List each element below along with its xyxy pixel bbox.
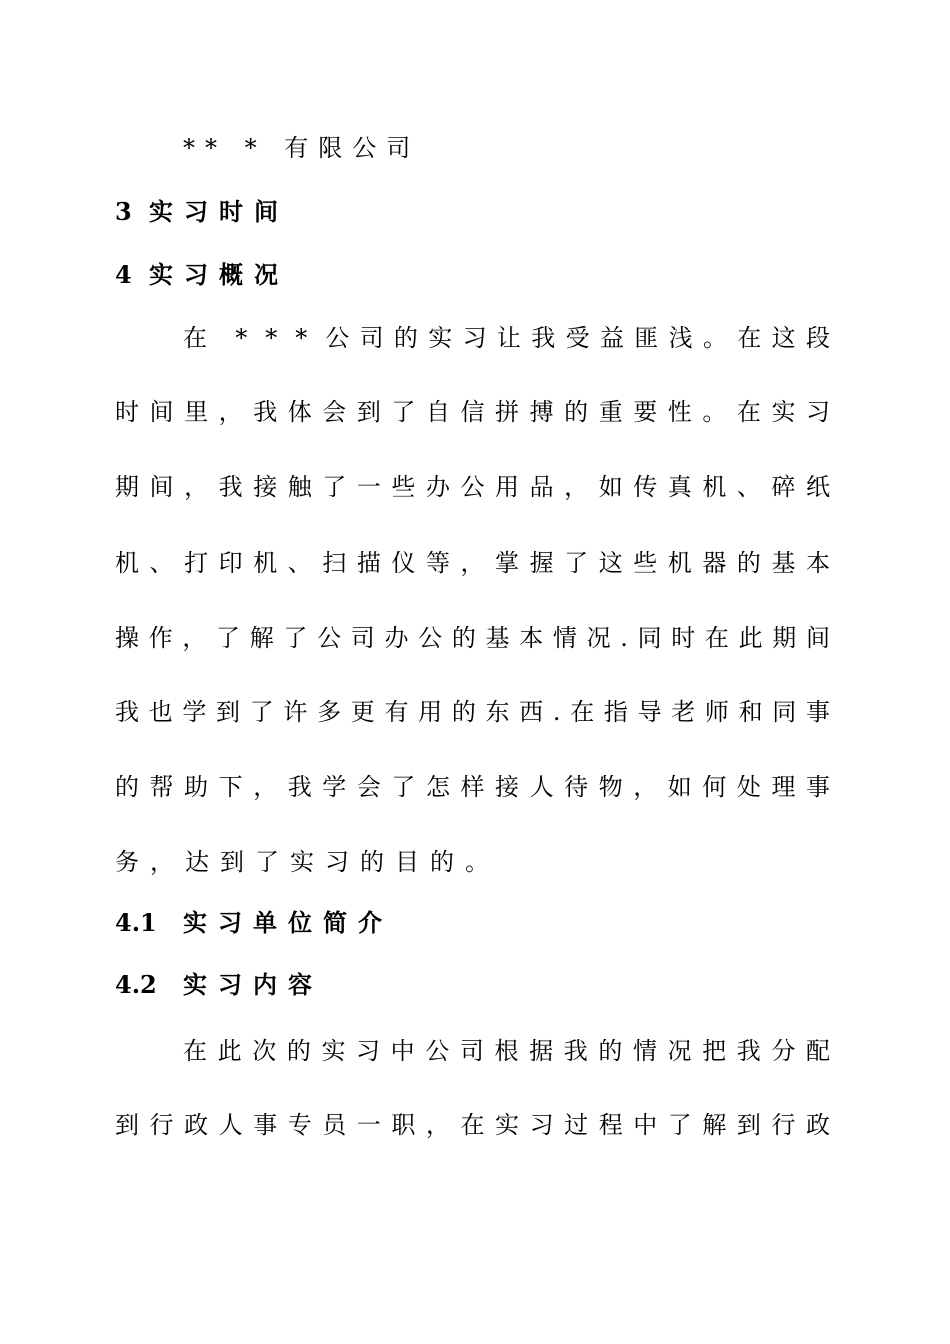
section-title: 实习时间 — [149, 197, 289, 226]
paragraph-line: 机、打印机、扫描仪等，掌握了这些机器的基本 — [115, 549, 830, 577]
paragraph-line: 我也学到了许多更有用的东西.在指导老师和同事 — [115, 698, 830, 726]
section-heading-4 — [115, 257, 289, 293]
paragraph-line: 到行政人事专员一职，在实习过程中了解到行政 — [115, 1111, 830, 1139]
paragraph-line: 时间里，我体会到了自信拼搏的重要性。在实习 — [115, 398, 830, 426]
section-heading-4-2 — [115, 967, 323, 1003]
paragraph-line: 操作，了解了公司办公的基本情况.同时在此期间 — [115, 624, 830, 652]
section-heading-3 — [115, 194, 289, 230]
section-number: 3 — [115, 197, 132, 226]
section-title: 实习单位简介 — [183, 908, 393, 937]
section-title: 实习概况 — [149, 260, 289, 289]
section-number: 4 — [115, 260, 132, 289]
paragraph-line: 务，达到了实习的目的。 — [115, 848, 500, 876]
section-title: 实习内容 — [183, 970, 323, 999]
section-number: 4.2 — [115, 970, 157, 999]
paragraph-line: 期间，我接触了一些办公用品，如传真机、碎纸 — [115, 473, 830, 501]
section-heading-4-1 — [115, 905, 393, 941]
paragraph-line: 在 * * * 公司的实习让我受益匪浅。在这段 — [183, 324, 830, 352]
company-name-line: ** * 有限公司 — [183, 134, 421, 162]
paragraph-line: 在此次的实习中公司根据我的情况把我分配 — [183, 1037, 830, 1065]
section-number: 4.1 — [115, 908, 157, 937]
paragraph-line: 的帮助下，我学会了怎样接人待物，如何处理事 — [115, 773, 830, 801]
